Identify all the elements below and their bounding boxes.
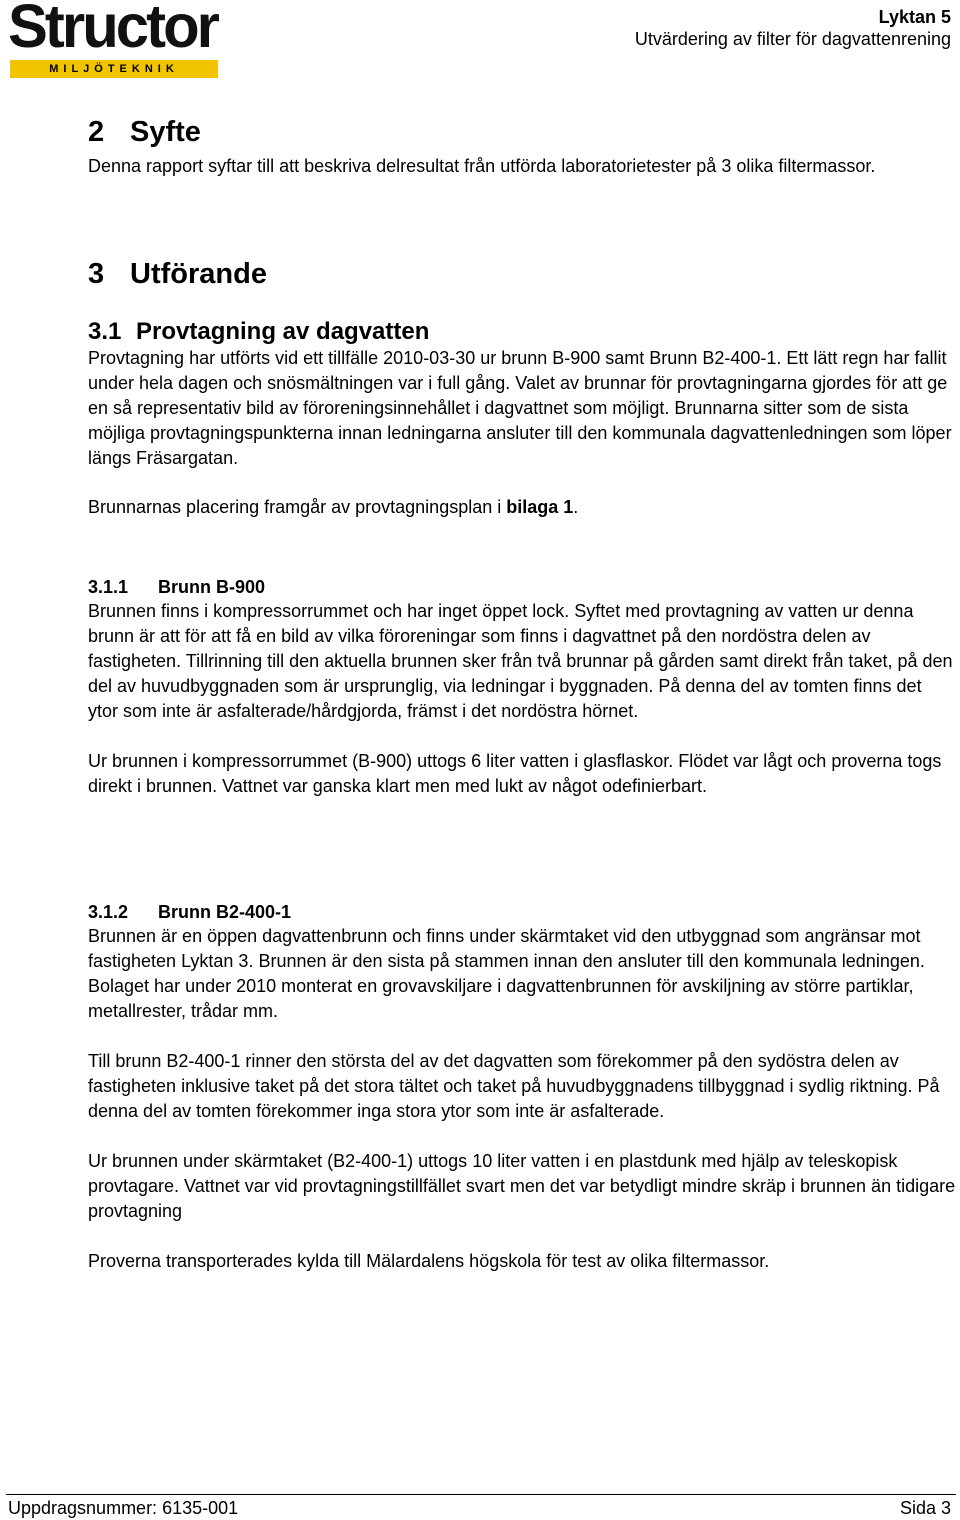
paragraph: Ur brunnen i kompressorrummet (B-900) uttogs 6 liter vatten i glasflaskor. Flödet var lågt och proverna togs direkt i brunnen. Vattnet var ganska klart men med lukt av något odefinierbart.	[88, 751, 942, 796]
paragraph: Till brunn B2-400-1 rinner den största del av det dagvatten som förekommer på den sydöstra delen av fastigheten inklusive taket på det stora tältet och taket på huvudbyggnadens tillbyggnad i sydlig riktning. På denna del av tomten förekommer inga stora ytor som inte är asfalterade.	[88, 1051, 940, 1121]
heading-title: Provtagning av dagvatten	[136, 318, 430, 345]
heading-number: 2	[88, 116, 105, 148]
paragraph-bilaga	[88, 495, 956, 520]
heading-utforande	[88, 258, 956, 290]
heading-provtagning	[88, 318, 956, 346]
logo-tagline-band	[10, 60, 218, 78]
text: .	[573, 497, 579, 517]
logo-wordmark: Structor	[8, 0, 217, 60]
footer-divider	[6, 1494, 956, 1495]
page-number: Sida 3	[899, 1498, 951, 1518]
heading-number: 3.1	[88, 318, 122, 345]
company-logo	[8, 0, 218, 78]
logo-tagline: MILJÖTEKNIK	[49, 63, 179, 75]
heading-title: Syfte	[130, 116, 201, 148]
paragraph: Denna rapport syftar till att beskriva delresultat från utförda laboratorietester på 3 olika filtermassor.	[88, 156, 876, 176]
section-utforande	[88, 258, 956, 290]
heading-brunn-b2-400-1	[88, 900, 956, 924]
heading-number: 3.1.2	[88, 902, 129, 922]
document-subtitle: Utvärdering av filter för dagvattenrening	[634, 29, 951, 49]
project-name: Lyktan 5	[878, 7, 951, 27]
heading-brunn-b900	[88, 575, 956, 599]
paragraph: Provtagning har utförts vid ett tillfälle 2010-03-30 ur brunn B-900 samt Brunn B2-400-1. Ett lätt regn har fallit under hela dagen och snösmältningen var i full gång. Valet av brunnar för provtagningarna gjordes för att ge en så representativ bild av föroreningsinnehållet i dagvattnet som möjligt. Brunnarna sitter som de sista möjliga provtagningspunkterna innan ledningarna ansluter till den kommunala dagvattenledningen som löper längs Fräsargatan.	[88, 348, 952, 468]
text: Brunnarnas placering framgår av provtagningsplan i	[88, 497, 507, 517]
bilaga-reference: bilaga 1	[506, 497, 574, 517]
heading-title: Brunn B2-400-1	[158, 902, 292, 922]
assignment-number: Uppdragsnummer: 6135-001	[8, 1498, 239, 1518]
section-brunn-b900	[88, 575, 956, 799]
paragraph: Proverna transporterades kylda till Mälardalens högskola för test av olika filtermassor.	[88, 1251, 770, 1271]
heading-syfte	[88, 116, 956, 148]
heading-number: 3.1.1	[88, 577, 129, 597]
heading-title: Utförande	[130, 258, 267, 290]
heading-number: 3	[88, 258, 105, 290]
section-syfte	[88, 116, 956, 179]
paragraph: Ur brunnen under skärmtaket (B2-400-1) uttogs 10 liter vatten i en plastdunk med hjälp av teleskopisk provtagare. Vattnet var vid provtagningstillfället svart men det var betydligt mindre skräp i brunnen än tidigare provtagning	[88, 1151, 956, 1221]
paragraph: Brunnen är en öppen dagvattenbrunn och finns under skärmtaket vid den utbyggnad som angränsar mot fastigheten Lyktan 3. Brunnen är den sista på stammen innan den ansluter till den kommunala ledningen. Bolaget har under 2010 monterat en grovavskiljare i dagvattenbrunnen för avskiljning av större partiklar, metallrester, trådar mm.	[88, 926, 925, 1021]
heading-title: Brunn B-900	[158, 577, 266, 597]
section-provtagning	[88, 318, 956, 520]
section-brunn-b2-400-1	[88, 900, 956, 1274]
paragraph: Brunnen finns i kompressorrummet och har inget öppet lock. Syftet med provtagning av vatten ur denna brunn är att för att få en bild av vilka föroreningar som finns i dagvattnet på den nordöstra delen av fastigheten. Tillrinning till den aktuella brunnen sker från två brunnar på gården samt direkt från taket, på den del av huvudbyggnaden som är ursprunglig, via ledningar i byggnaden. På denna del av tomten finns det ytor som inte är asfalterade/hårdgjorda, främst i det nordöstra hörnet.	[88, 601, 953, 721]
document-header	[635, 6, 951, 50]
